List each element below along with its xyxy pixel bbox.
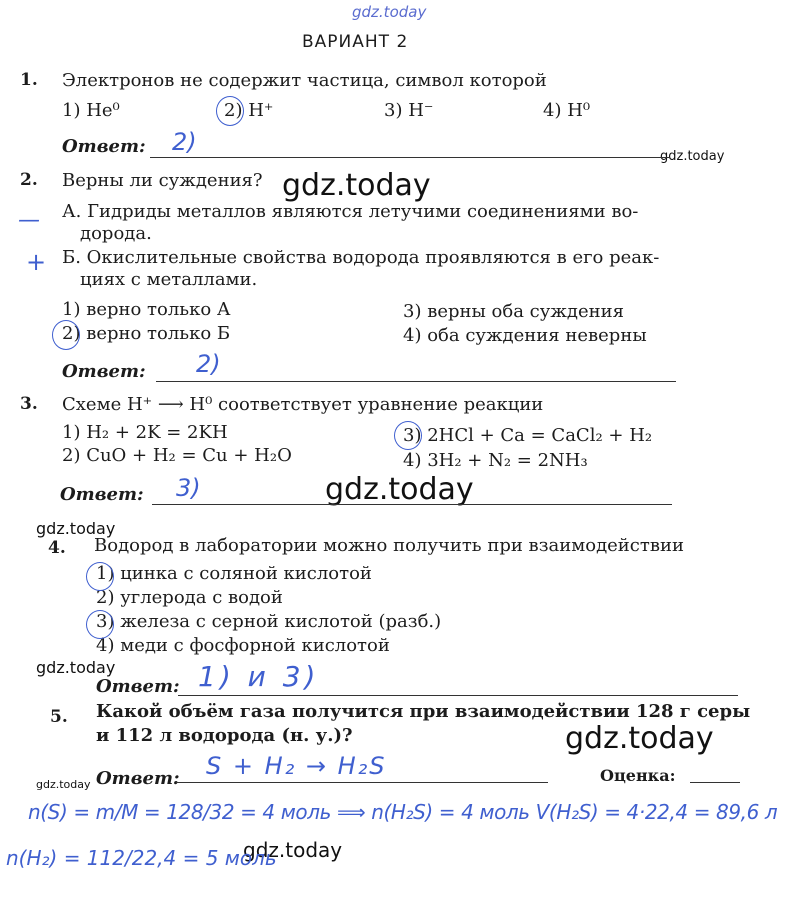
q5-solution-line1: n(S) = m/M = 128/32 = 4 моль ⟹ n(H₂S) = 4 моль V(H₂S) = 4·22,4 = 89,6 л [28,800,778,824]
q2-selected-circle [52,320,80,350]
q1-option-4: 4) H⁰ [543,100,591,121]
watermark-large-1: gdz.today [282,168,431,203]
q4-selected-circle-3 [86,610,114,639]
q4-handwritten-answer: 1) и 3) [198,660,320,693]
q3-answer-label: Ответ: [60,484,144,505]
q3-selected-circle [394,421,422,450]
q5-text-line1: Какой объём газа получится при взаимодействии 128 г серы [96,701,751,722]
q3-option-2: 2) CuO + H₂ = Cu + H₂O [62,445,292,466]
q3-option-3: 3) 2HCl + Ca = CaCl₂ + H₂ [403,425,653,446]
q1-number: 1. [20,70,38,90]
q4-answer-line [178,695,738,696]
q1-text: Электронов не содержит частица, символ которой [62,70,547,91]
q5-answer-line [176,782,548,783]
q2-mark-b: + [26,248,47,276]
q1-option-3: 3) H⁻ [384,100,434,121]
q2-option-3: 3) верны оба суждения [403,301,624,322]
q3-answer-line [152,504,672,505]
q2-answer-label: Ответ: [62,361,146,382]
q2-text: Верны ли суждения? [62,170,263,191]
q5-solution-line2: n(H₂) = 112/22,4 = 5 моль [6,846,277,870]
q2-option-1: 1) верно только А [62,299,231,320]
q4-option-4: 4) меди с фосфорной кислотой [96,635,390,656]
q1-answer-label: Ответ: [62,136,146,157]
q2-statement-b-line1: Б. Окислительные свойства водорода проявляются в его реак- [62,247,660,268]
q2-option-4: 4) оба суждения неверны [403,325,647,346]
watermark-large-3: gdz.today [565,721,714,756]
q2-answer-line [156,381,676,382]
q1-handwritten-answer: 2) [172,128,197,156]
watermark-small-3: gdz.today [36,658,116,677]
q2-option-2: 2) верно только Б [62,323,231,344]
q5-handwritten-answer: S + H₂ → H₂S [206,752,387,780]
q2-statement-a-line2: дорода. [80,223,152,244]
q4-answer-label: Ответ: [96,676,180,697]
watermark-small-1: gdz.today [660,149,725,164]
watermark-small-2: gdz.today [36,519,116,538]
q4-option-2: 2) углерода с водой [96,587,283,608]
watermark-tiny: gdz.today [36,778,91,791]
watermark-medium: gdz.today [243,838,343,862]
grade-line [690,782,740,783]
variant-title: ВАРИАНТ 2 [302,32,409,52]
q1-option-1: 1) He⁰ [62,100,120,121]
q5-number: 5. [50,707,68,727]
q4-option-3: 3) железа с серной кислотой (разб.) [96,611,442,632]
q1-option-2: 2) H⁺ [224,100,274,121]
q4-option-1: 1) цинка с соляной кислотой [96,563,372,584]
q3-handwritten-answer: 3) [176,474,201,502]
q4-text: Водород в лаборатории можно получить при взаимодействии [94,535,684,556]
q5-answer-label: Ответ: [96,768,180,789]
q3-text: Схеме H⁺ ⟶ H⁰ соответствует уравнение реакции [62,394,544,415]
q5-text-line2: и 112 л водорода (н. у.)? [96,725,353,746]
q2-statement-a-line1: А. Гидриды металлов являются летучими соединениями во- [62,201,639,222]
q4-number: 4. [48,538,66,558]
q2-mark-a: — [18,208,40,233]
q2-handwritten-answer: 2) [196,350,221,378]
q4-selected-circle-1 [86,562,114,591]
watermark-large-2: gdz.today [325,472,474,507]
grade-label: Оценка: [600,766,676,785]
q2-statement-b-line2: циях с металлами. [80,269,258,290]
q3-number: 3. [20,394,38,414]
q3-option-1: 1) H₂ + 2K = 2KH [62,422,228,443]
q1-answer-line [150,157,670,158]
q1-selected-circle [216,96,244,126]
q2-number: 2. [20,170,38,190]
watermark-top: gdz.today [352,3,427,21]
q3-option-4: 4) 3H₂ + N₂ = 2NH₃ [403,450,588,471]
